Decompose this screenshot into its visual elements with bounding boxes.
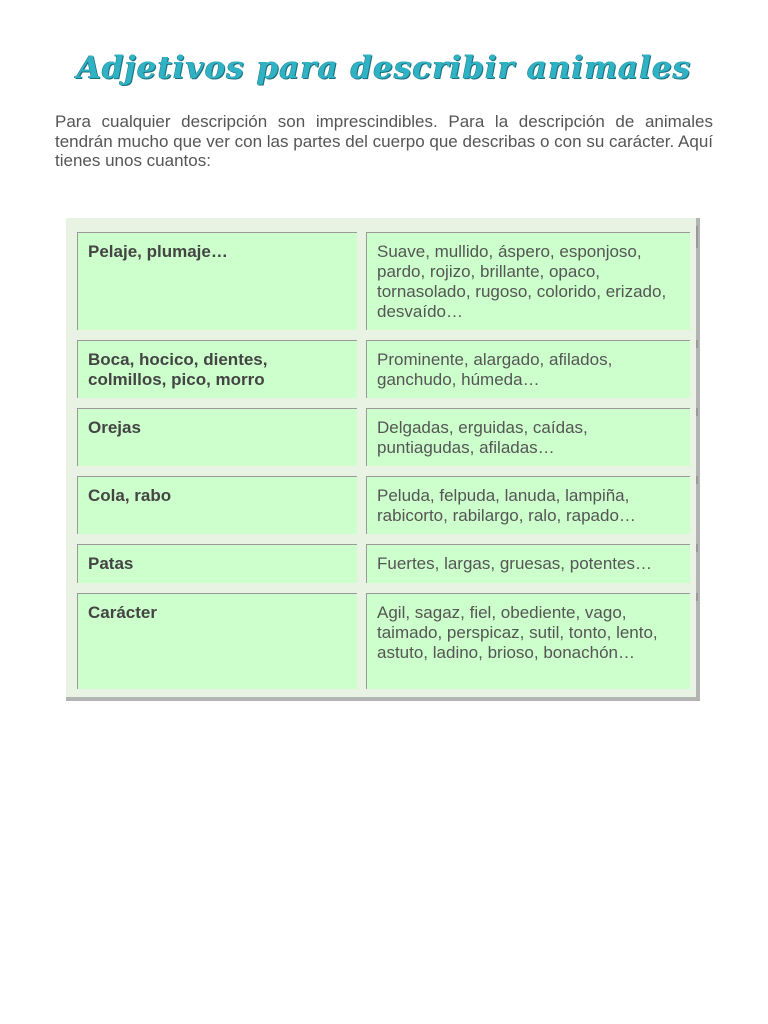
table-cell-part: Patas [77,544,357,583]
table-cell-part: Carácter [77,593,357,689]
table-cell-adjectives: Agil, sagaz, fiel, obediente, vago, taimado, perspicaz, sutil, tonto, lento, astuto, ladino, brioso, bonachón… [366,593,690,689]
table-edge [696,408,698,416]
table-cell-adjectives: Delgadas, erguidas, caídas, puntiagudas, afiladas… [366,408,690,466]
table-cell-adjectives: Suave, mullido, áspero, esponjoso, pardo, rojizo, brillante, opaco, tornasolado, rugoso, colorido, erizado, desvaído… [366,232,690,330]
table-cell-part: Orejas [77,408,357,466]
page-title: Adjetivos para describir animales [76,50,692,86]
table-edge [696,593,698,601]
table-cell-adjectives: Peluda, felpuda, lanuda, lampiña, rabicorto, rabilargo, ralo, rapado… [366,476,690,534]
table-cell-adjectives: Prominente, alargado, afilados, ganchudo, húmeda… [366,340,690,398]
table-edge [696,544,698,552]
intro-paragraph: Para cualquier descripción son imprescindibles. Para la descripción de animales tendrán mucho que ver con las partes del cuerpo que describas o con su carácter. Aquí tienes unos cuantos: [55,112,713,170]
table-cell-part: Pelaje, plumaje… [77,232,357,330]
table-cell-part: Cola, rabo [77,476,357,534]
table-cell-part: Boca, hocico, dientes, colmillos, pico, morro [77,340,357,398]
table-edge [696,476,698,484]
adjectives-table [66,218,700,701]
table-edge [696,340,698,348]
table-cell-adjectives: Fuertes, largas, gruesas, potentes… [366,544,690,583]
table-edge [696,226,698,248]
